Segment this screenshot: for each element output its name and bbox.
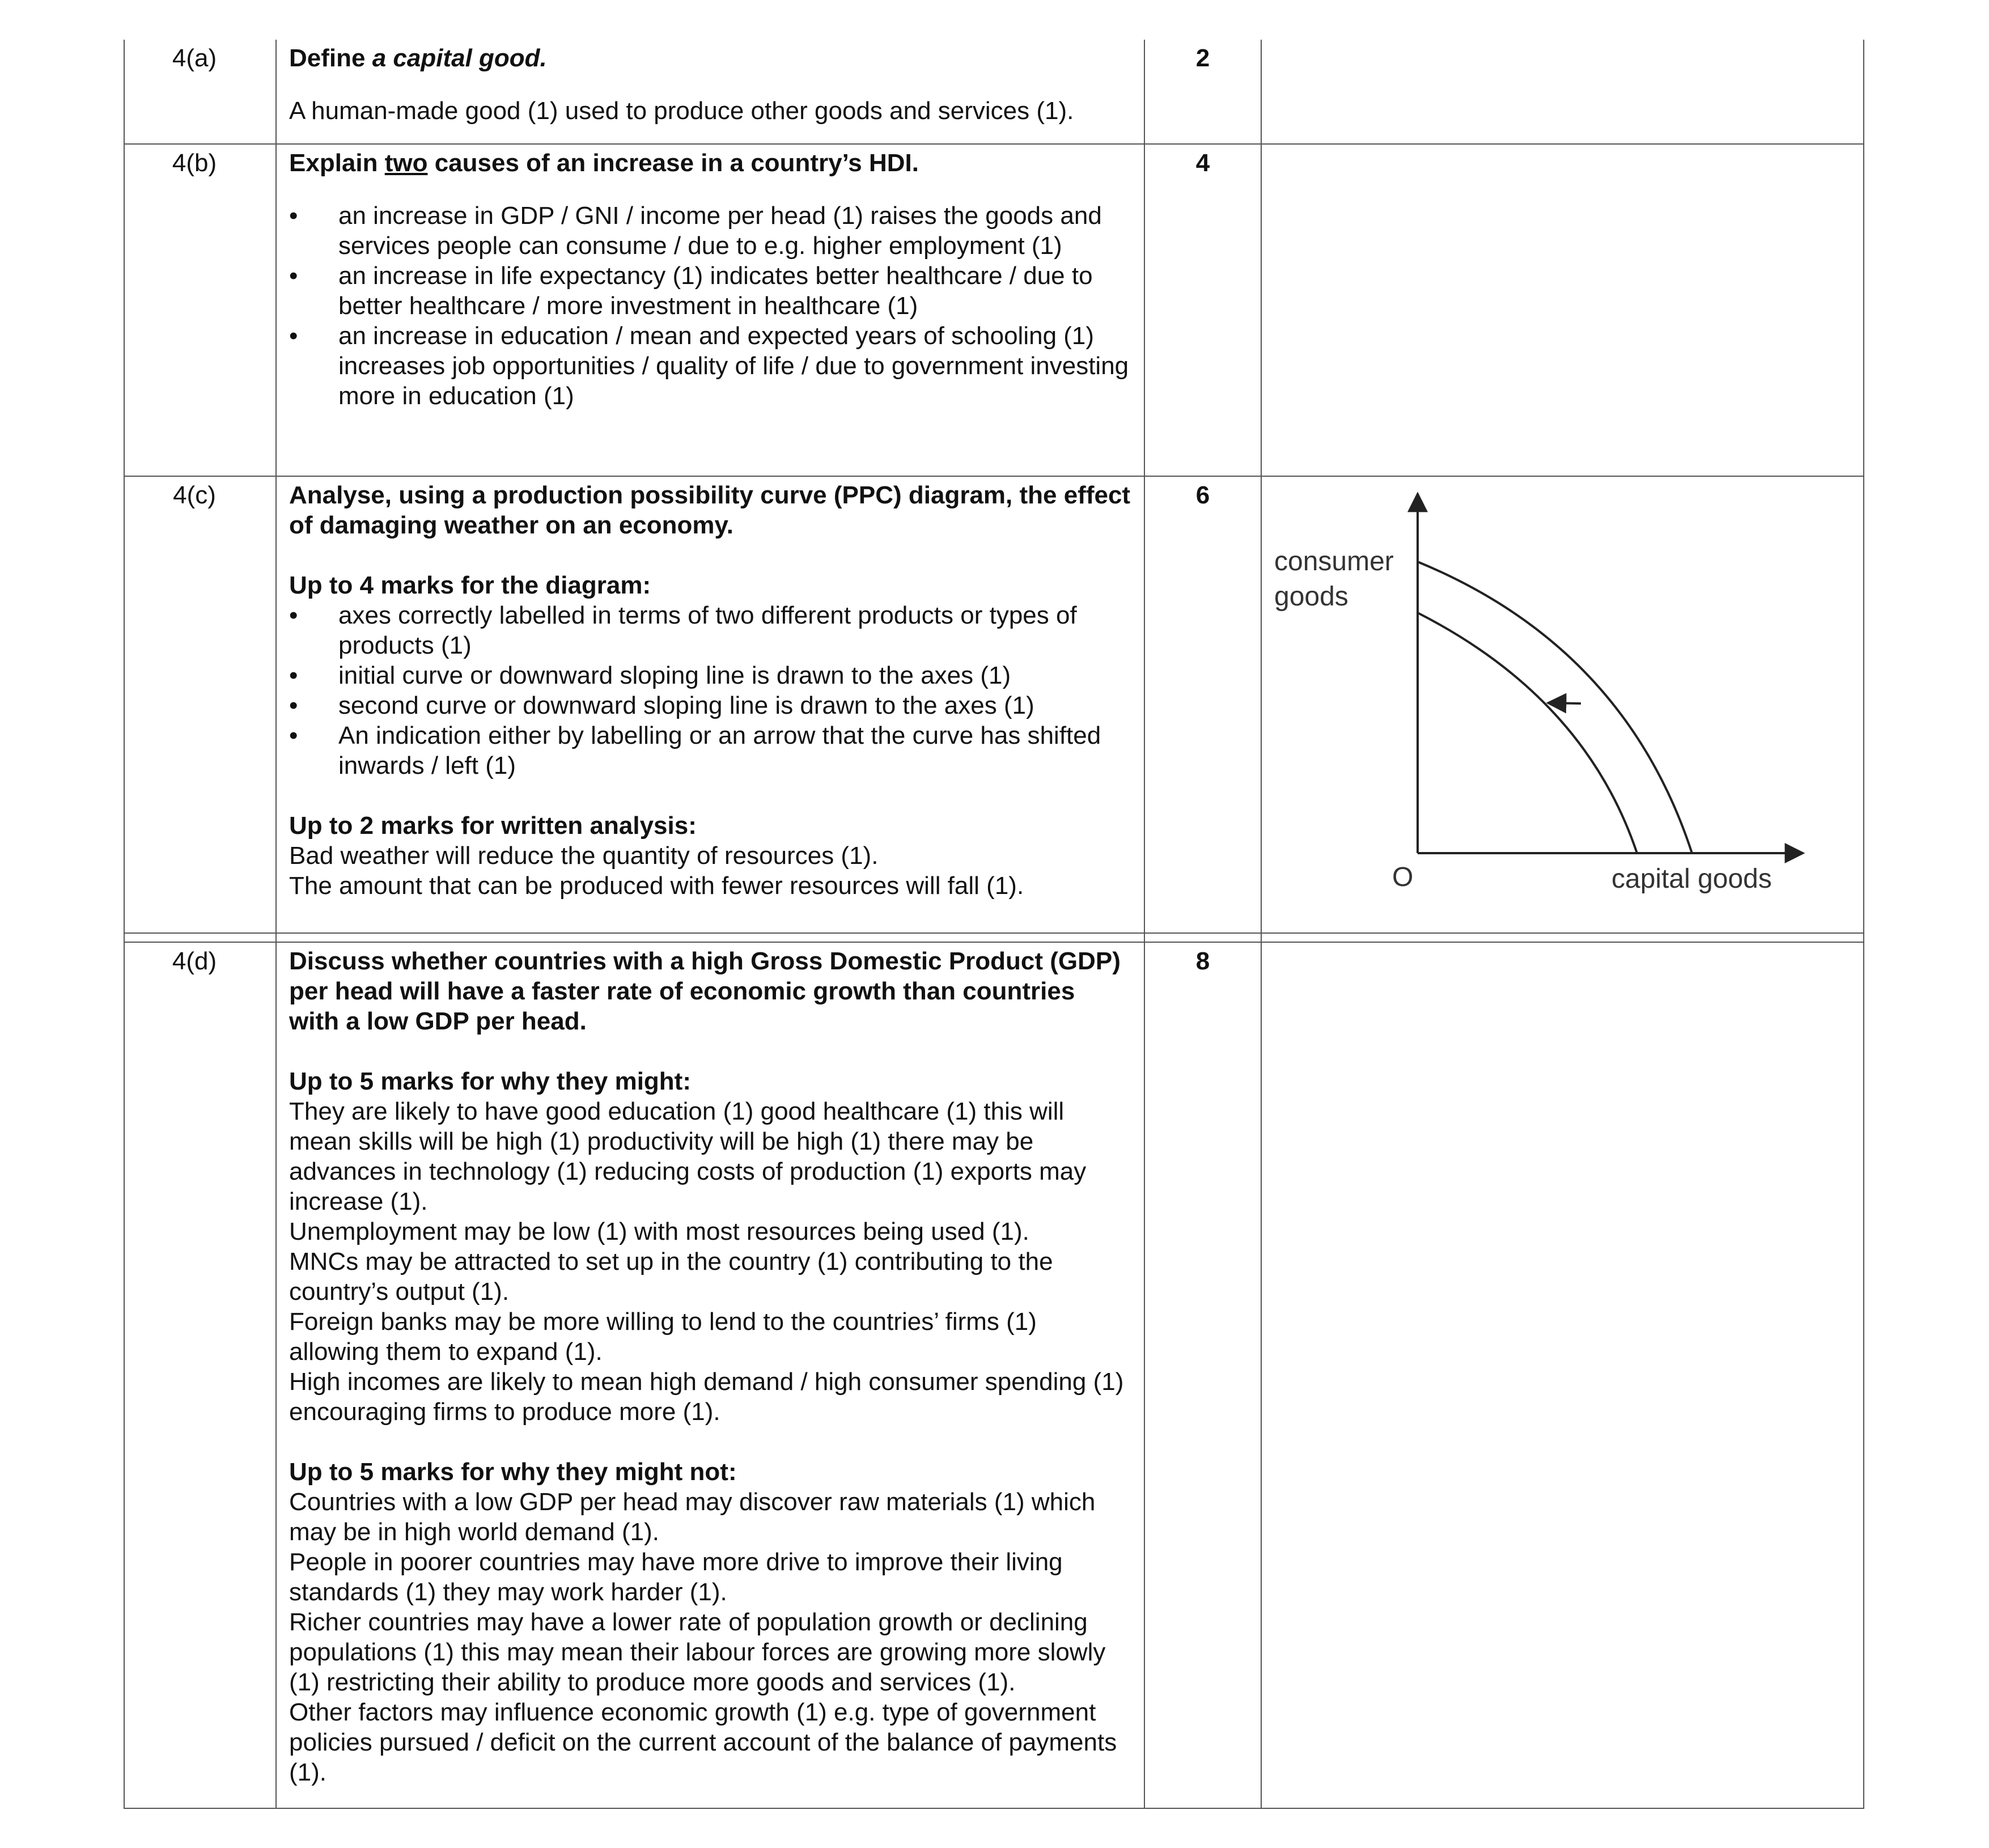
question-number-cell xyxy=(124,476,276,933)
question-text-start: Define xyxy=(289,44,372,72)
diagram-mark-bullet: • initial curve or downward sloping line is drawn to the axes (1) xyxy=(289,660,1131,690)
diagram-mark-bullet: • second curve or downward sloping line is drawn to the axes (1) xyxy=(289,690,1131,720)
question-number: 4(d) xyxy=(172,947,217,975)
diagram-mark-bullet: • axes correctly labelled in terms of two different products or types of products (1) xyxy=(289,600,1131,660)
analysis-line: Bad weather will reduce the quantity of resources (1). xyxy=(289,842,879,870)
original-ppc-curve xyxy=(1418,562,1692,853)
question-row-4d xyxy=(124,942,1864,1808)
shifted-ppc-curve xyxy=(1418,613,1637,853)
question-text-underlined: two xyxy=(384,149,428,177)
question-row-4b xyxy=(124,144,1864,476)
might-not-heading: Up to 5 marks for why they might not: xyxy=(289,1458,737,1486)
question-text xyxy=(289,148,1131,178)
might-line: They are likely to have good education (1) good healthcare (1) this will mean skills will be high (1) productivity will be high (1) there may be advances in technology (1) reducing costs of production (1) exports may increase (1). xyxy=(289,1097,1087,1215)
answer-bullet: • an increase in GDP / GNI / income per head (1) raises the goods and services people can consume / due to e.g. higher employment (1) xyxy=(289,201,1131,261)
mark-scheme-sheet xyxy=(124,40,1859,1809)
question-number-cell xyxy=(124,144,276,476)
ppc-diagram xyxy=(1262,477,1863,908)
answer-bullet-list xyxy=(289,201,1131,411)
answer-cell xyxy=(276,144,1144,476)
diagram-marks-list xyxy=(289,600,1131,781)
marks-value: 6 xyxy=(1195,481,1210,509)
might-line: Foreign banks may be more willing to lend to the countries’ firms (1) allowing them to expand (1). xyxy=(289,1308,1037,1366)
diagram-mark-bullet: • An indication either by labelling or an arrow that the curve has shifted inwards / left (1) xyxy=(289,720,1131,781)
marks-value: 4 xyxy=(1195,149,1210,177)
question-text xyxy=(289,43,1131,73)
answer-cell xyxy=(276,942,1144,1808)
might-not-line: People in poorer countries may have more drive to improve their living standards (1) they may work harder (1). xyxy=(289,1548,1063,1606)
guidance-cell xyxy=(1261,40,1864,144)
guidance-cell xyxy=(1261,942,1864,1808)
might-heading: Up to 5 marks for why they might: xyxy=(289,1067,691,1095)
question-row-4a xyxy=(124,40,1864,144)
might-not-line: Richer countries may have a lower rate of population growth or declining populations (1) this may mean their labour forces are growing more slowly (1) restricting their ability to produce more goods and services (1). xyxy=(289,1608,1106,1696)
might-not-line: Countries with a low GDP per head may discover raw materials (1) which may be in high world demand (1). xyxy=(289,1488,1096,1546)
analysis-marks-heading: Up to 2 marks for written analysis: xyxy=(289,812,697,840)
answer-bullet: • an increase in education / mean and expected years of schooling (1) increases job opportunities / quality of life / due to government investing more in education (1) xyxy=(289,321,1131,411)
answer-cell xyxy=(276,40,1144,144)
row-separator xyxy=(124,933,1864,942)
marks-value: 8 xyxy=(1195,947,1210,975)
y-axis-label-line1: consumer xyxy=(1274,546,1394,577)
might-line: Unemployment may be low (1) with most resources being used (1). xyxy=(289,1218,1029,1245)
analysis-line: The amount that can be produced with fewer resources will fall (1). xyxy=(289,872,1024,900)
question-number-cell xyxy=(124,40,276,144)
answer-bullet: • an increase in life expectancy (1) indicates better healthcare / due to better healthcare / more investment in healthcare (1) xyxy=(289,261,1131,321)
answer-text: A human-made good (1) used to produce other goods and services (1). xyxy=(289,97,1074,125)
guidance-cell xyxy=(1261,476,1864,933)
marks-value: 2 xyxy=(1195,44,1210,72)
question-number: 4(a) xyxy=(172,44,217,72)
guidance-cell xyxy=(1261,144,1864,476)
y-axis-label-line2: goods xyxy=(1274,582,1348,612)
might-line: MNCs may be attracted to set up in the country (1) contributing to the country’s output (1). xyxy=(289,1248,1053,1306)
question-text: Discuss whether countries with a high Gross Domestic Product (GDP) per head will have a faster rate of economic growth than countries with a low GDP per head. xyxy=(289,947,1121,1035)
question-number-cell xyxy=(124,942,276,1808)
question-text: Analyse, using a production possibility curve (PPC) diagram, the effect of damaging weather on an economy. xyxy=(289,481,1131,539)
might-not-line: Other factors may influence economic growth (1) e.g. type of government policies pursued / deficit on the current account of the balance of payments (1). xyxy=(289,1698,1117,1786)
marks-cell xyxy=(1144,476,1261,933)
question-text-end: causes of an increase in a country’s HDI. xyxy=(427,149,919,177)
marks-cell xyxy=(1144,942,1261,1808)
might-line: High incomes are likely to mean high demand / high consumer spending (1) encouraging firms to produce more (1). xyxy=(289,1368,1124,1426)
marks-cell xyxy=(1144,40,1261,144)
x-axis-label: capital goods xyxy=(1611,864,1772,894)
diagram-marks-heading: Up to 4 marks for the diagram: xyxy=(289,571,651,599)
question-text-emphasis: a capital good. xyxy=(372,44,547,72)
marks-cell xyxy=(1144,144,1261,476)
question-number: 4(c) xyxy=(173,481,216,509)
question-row-4c xyxy=(124,476,1864,933)
question-number: 4(b) xyxy=(172,149,217,177)
mark-scheme-table xyxy=(124,40,1864,1809)
answer-cell xyxy=(276,476,1144,933)
origin-label: O xyxy=(1392,862,1414,892)
question-text-start: Explain xyxy=(289,149,385,177)
